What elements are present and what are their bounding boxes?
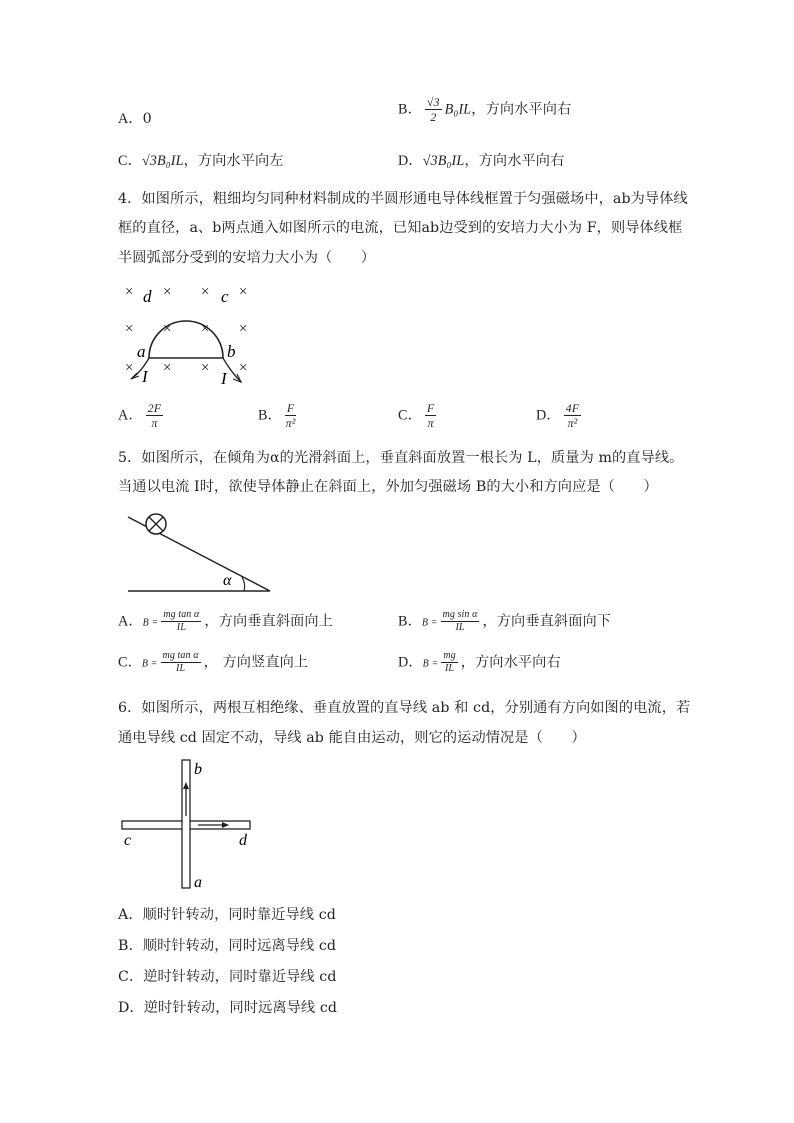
option-text: ，方向垂直斜面向上	[204, 613, 333, 630]
option-text: ，方向水平向左	[183, 153, 284, 169]
fraction-numerator: mg sin α	[442, 609, 478, 620]
q4-option-a	[118, 402, 166, 429]
field-cross: ×	[238, 321, 249, 337]
q6-stem-line-1: 6．如图所示，两根互相绝缘、垂直放置的直导线 ab 和 cd，分别通有方向如图的电流，若	[118, 700, 691, 716]
fraction-numerator: mg	[443, 650, 456, 661]
q5-figure-incline	[120, 505, 280, 597]
fraction-numerator: mg tan α	[162, 650, 199, 661]
option-expression: √3B₀IL	[422, 153, 465, 169]
field-cross: ×	[200, 360, 211, 376]
q6-option-d: D．逆时针转动，同时远离导线 cd	[118, 1000, 338, 1016]
fraction-numerator: 4F	[565, 401, 580, 415]
field-cross: ×	[162, 284, 173, 300]
fraction	[425, 402, 436, 429]
field-cross: ×	[124, 321, 135, 337]
fraction	[146, 402, 164, 429]
fraction-denominator: π	[427, 416, 434, 430]
q6-option-b: B．顺时针转动，同时远离导线 cd	[118, 938, 337, 954]
label-alpha: α	[223, 572, 232, 589]
q5-option-b	[398, 610, 611, 633]
q5-stem-line-1: 5．如图所示，在倾角为α的光滑斜面上，垂直斜面放置一根长为 L，质量为 m的直导线。	[118, 450, 684, 466]
fraction-denominator: π²	[285, 416, 296, 430]
option-label: B．	[398, 613, 422, 630]
option-text: 0	[142, 111, 152, 127]
option-text: ， 方向竖直向上	[203, 654, 309, 671]
field-cross: ×	[162, 321, 173, 337]
wire-ab	[182, 760, 190, 888]
fraction-numerator: √3	[426, 95, 440, 109]
fraction-numerator: F	[286, 401, 295, 415]
field-cross: ×	[124, 360, 135, 376]
q4-stem-line-3: 半圆弧部分受到的安培力大小为（ ）	[118, 250, 376, 266]
q4-stem-line-1: 4．如图所示，粗细均匀同种材料制成的半圆形通电导体线框置于匀强磁场中，ab为导体线	[118, 191, 688, 207]
q5-option-d	[398, 651, 561, 674]
option-text: ，方向水平向右	[464, 153, 565, 169]
option-label: C．	[118, 654, 142, 671]
q5-option-c	[118, 651, 308, 674]
option-label: A．	[118, 407, 143, 424]
q4-figure-semicircle-frame	[115, 278, 265, 393]
option-text: ，方向水平向右	[471, 101, 572, 118]
option-label: C．	[118, 153, 142, 169]
fraction-numerator: mg tan α	[163, 609, 200, 620]
field-cross: ×	[238, 284, 249, 300]
fraction-denominator: π²	[567, 416, 578, 430]
label-c: c	[221, 287, 229, 306]
label-a: a	[194, 874, 202, 891]
option-text: ，方向水平向右	[460, 654, 561, 671]
fraction	[285, 402, 296, 429]
fraction-denominator: IL	[455, 622, 465, 633]
label-c: c	[124, 832, 132, 849]
q6-option-c: C．逆时针转动，同时靠近导线 cd	[118, 969, 337, 985]
q6-option-a: A．顺时针转动，同时靠近导线 cd	[118, 907, 336, 923]
option-expression: B₀IL	[444, 101, 472, 118]
fraction	[441, 651, 457, 674]
q6-figure-crossed-wires	[118, 756, 268, 892]
option-label: D．	[398, 153, 423, 169]
equation-lhs: B =	[422, 658, 439, 670]
label-d: d	[239, 832, 247, 849]
semicircle-wire	[149, 321, 223, 358]
equation-lhs: B =	[421, 617, 438, 629]
label-b: b	[194, 761, 202, 778]
q3-option-c	[118, 150, 284, 170]
q4-option-d	[536, 402, 584, 429]
fraction	[564, 402, 582, 429]
fraction-denominator: π	[151, 416, 158, 430]
option-label: A．	[118, 111, 143, 127]
fraction-denominator: IL	[176, 663, 186, 674]
option-label: B．	[398, 101, 422, 118]
option-label: D．	[398, 654, 423, 671]
label-current-left: I	[142, 367, 148, 386]
fraction-denominator: 2	[430, 110, 437, 124]
field-cross: ×	[124, 284, 135, 300]
field-cross: ×	[200, 321, 211, 337]
equation-lhs: B =	[142, 617, 159, 629]
option-expression: √3B₀IL	[141, 153, 184, 169]
option-label: D．	[536, 407, 561, 424]
field-cross: ×	[200, 284, 211, 300]
q5-stem-line-2: 当通以电流 I时，欲使导体静止在斜面上，外加匀强磁场 B的大小和方向应是（ ）	[118, 479, 658, 495]
option-label: A．	[118, 613, 143, 630]
angle-arc	[242, 577, 245, 591]
q3-option-d	[398, 150, 564, 170]
q4-option-b	[258, 402, 299, 429]
option-label: B．	[258, 407, 282, 424]
q4-stem-line-2: 框的直径，a、b两点通入如图所示的电流，已知ab边受到的安培力大小为 F，则导体线框	[118, 220, 683, 236]
label-d: d	[143, 287, 152, 306]
q3-option-a	[118, 108, 152, 128]
label-a: a	[137, 342, 146, 361]
fraction	[161, 610, 201, 633]
label-b: b	[227, 342, 236, 361]
fraction-denominator: IL	[176, 622, 186, 633]
fraction-numerator: 2F	[147, 401, 162, 415]
fraction	[441, 610, 480, 633]
fraction-denominator: IL	[444, 663, 455, 674]
fraction-numerator: F	[426, 401, 435, 415]
option-text: ，方向垂直斜面向下	[482, 613, 612, 630]
option-label: C．	[398, 407, 422, 424]
equation-lhs: B =	[141, 658, 158, 670]
q4-option-c	[398, 402, 439, 429]
label-current-right: I	[221, 369, 227, 388]
q3-option-b	[398, 96, 571, 123]
fraction	[161, 651, 201, 674]
fraction	[425, 96, 442, 123]
field-cross: ×	[238, 360, 249, 376]
field-cross: ×	[162, 360, 173, 376]
q5-option-a	[118, 610, 333, 633]
q6-stem-line-2: 通电导线 cd 固定不动，导线 ab 能自由运动，则它的运动情况是（ ）	[118, 730, 586, 746]
